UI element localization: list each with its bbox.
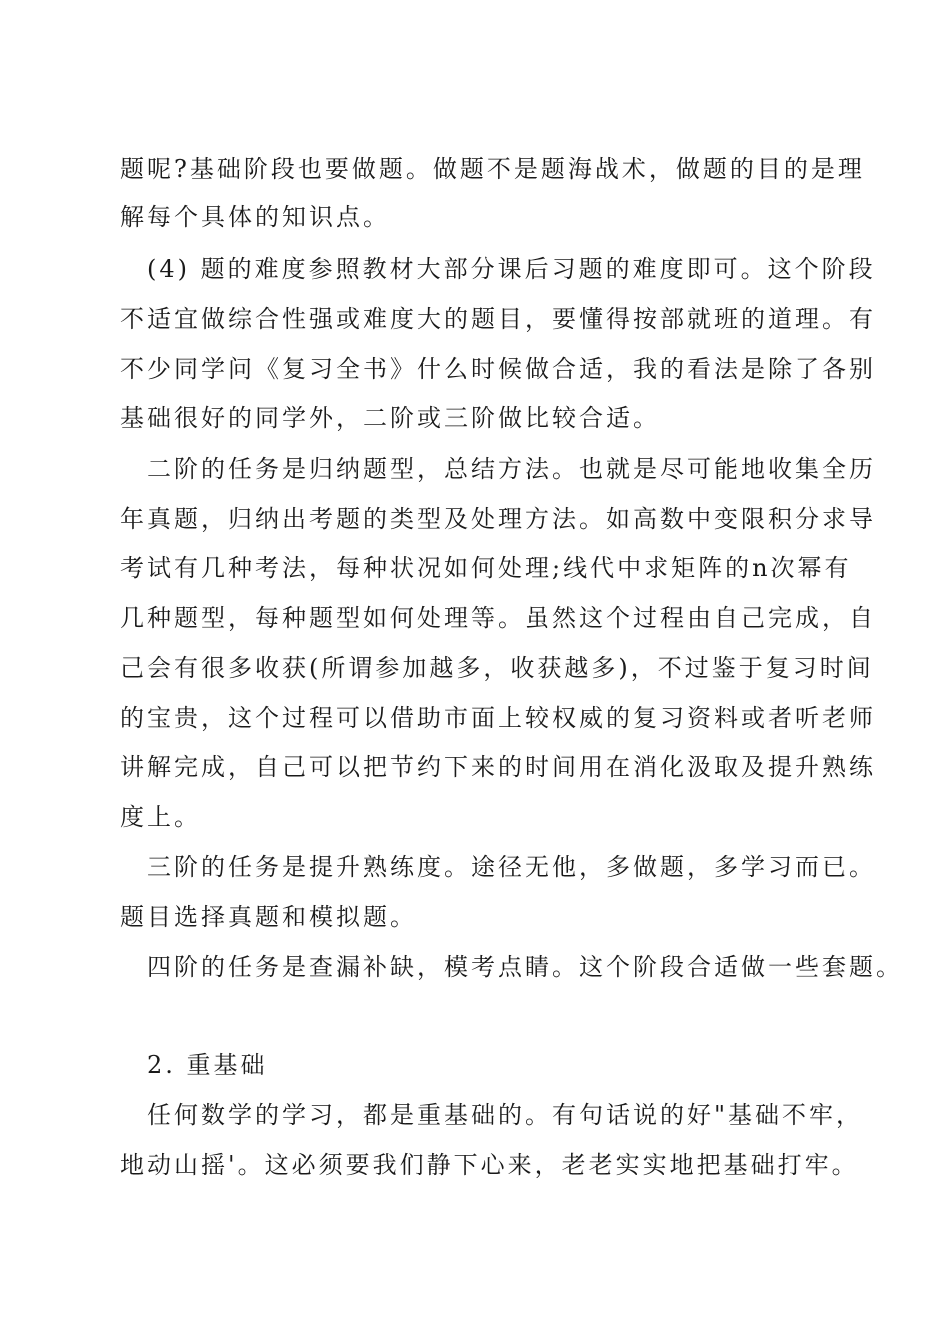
paragraph-line: 讲解完成，自己可以把节约下来的时间用在消化汲取及提升熟练 (120, 753, 876, 781)
paragraph-line: 的宝贵，这个过程可以借助市面上较权威的复习资料或者听老师 (120, 704, 876, 732)
paragraph-line: 基础很好的同学外，二阶或三阶做比较合适。 (120, 404, 660, 432)
paragraph-line: 地动山摇'。这必须要我们静下心来，老老实实地把基础打牢。 (120, 1151, 859, 1179)
paragraph-line: 年真题，归纳出考题的类型及处理方法。如高数中变限积分求导 (120, 505, 876, 533)
paragraph-line: 几种题型，每种题型如何处理等。虽然这个过程由自己完成，自 (120, 604, 876, 632)
paragraph-line: 题呢?基础阶段也要做题。做题不是题海战术，做题的目的是理 (120, 155, 865, 183)
paragraph-line: 二阶的任务是归纳题型，总结方法。也就是尽可能地收集全历 (147, 455, 876, 483)
paragraph-line: 任何数学的学习，都是重基础的。有句话说的好"基础不牢， (147, 1101, 864, 1129)
paragraph-line: 解每个具体的知识点。 (120, 203, 390, 231)
paragraph-line: 三阶的任务是提升熟练度。途径无他，多做题，多学习而已。 (147, 853, 876, 881)
paragraph-line: 不少同学问《复习全书》什么时候做合适，我的看法是除了各别 (120, 355, 876, 383)
paragraph-line: 题目选择真题和模拟题。 (120, 903, 417, 931)
paragraph-line: 不适宜做综合性强或难度大的题目，要懂得按部就班的道理。有 (120, 305, 876, 333)
paragraph-line: 己会有很多收获(所谓参加越多，收获越多)，不过鉴于复习时间 (120, 654, 874, 682)
section-heading: 2. 重基础 (147, 1051, 268, 1079)
paragraph-line: 考试有几种考法，每种状况如何处理;线代中求矩阵的n次幂有 (120, 554, 852, 582)
paragraph-line: (4) 题的难度参照教材大部分课后习题的难度即可。这个阶段 (147, 255, 876, 283)
paragraph-line: 四阶的任务是查漏补缺，模考点睛。这个阶段合适做一些套题。 (147, 953, 903, 981)
paragraph-line: 度上。 (120, 803, 201, 831)
